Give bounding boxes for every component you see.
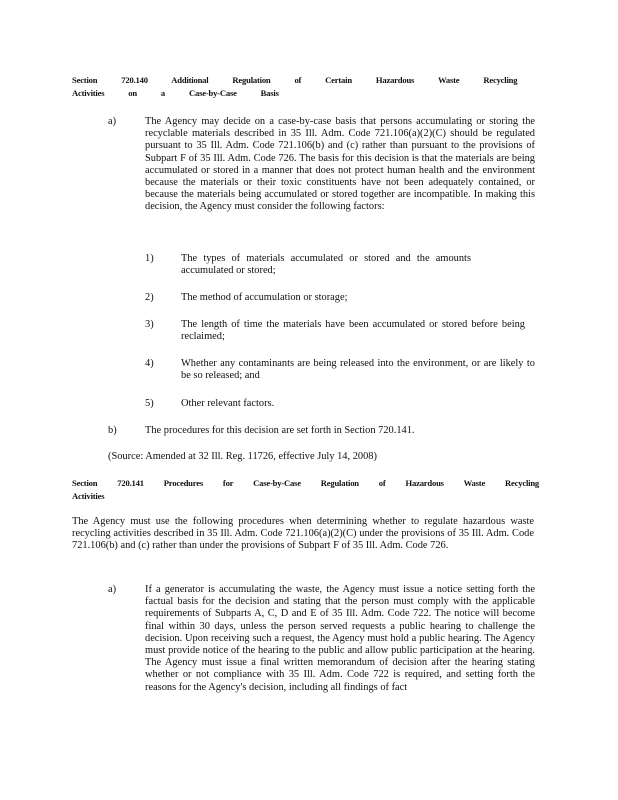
factor-2-text: The method of accumulation or storage;	[181, 292, 348, 303]
section-720-140-heading: Section 720.140 Additional Regulation of Certain Hazardous Waste Recycling Activities on a Case-by-Case Basis	[72, 75, 518, 98]
subsection-b-label: b)	[108, 425, 117, 436]
section-720-141-a-label: a)	[108, 584, 117, 595]
source-note: (Source: Amended at 32 Ill. Reg. 11726, effective July 14, 2008)	[108, 451, 377, 462]
factor-4-num: 4)	[145, 358, 154, 369]
factor-5-num: 5)	[145, 398, 154, 409]
section-720-141-intro: The Agency must use the following procedures when determining whether to regulate hazardous waste recycling activities described in 35 Ill. Adm. Code 721.106(a)(2)(C) under the provisions of 35 Ill. Adm. Code 721.106(b) and (c) rather than under the provisions of Subpart F of 35 Ill. Adm. Code 726.	[72, 516, 534, 552]
factor-5-text: Other relevant factors.	[181, 398, 275, 409]
subsection-a-label: a)	[108, 116, 117, 127]
factor-1-num: 1)	[145, 253, 154, 264]
section-720-141-heading: Section 720.141 Procedures for Case-by-Case Regulation of Hazardous Waste Recycling Activities	[72, 478, 540, 501]
factor-3-num: 3)	[145, 319, 154, 330]
section-720-141-a-text: If a generator is accumulating the waste, the Agency must issue a notice setting forth the factual basis for the decision and stating that the person must comply with the applicable requirements of Subparts A, C, D and E of 35 Ill. Adm. Code 722. The notice will become final within 30 days, unless the person served requests a public hearing to challenge the decision. Upon receiving such a request, the Agency must hold a public hearing. The Agency must provide notice of the hearing to the public and allow public participation at the hearing. The Agency must issue a final written memorandum of decision after the hearing stating whether or not compliance with 35 Ill. Adm. Code 722 is required, and setting forth the reasons for the Agency's decision, including all findings of fact	[145, 584, 535, 693]
subsection-b-text: The procedures for this decision are set forth in Section 720.141.	[145, 425, 415, 436]
factor-3-text: The length of time the materials have been accumulated or stored before being reclaimed;	[181, 319, 525, 343]
factor-1-text: The types of materials accumulated or stored and the amounts accumulated or stored;	[181, 253, 471, 277]
factor-4-text: Whether any contaminants are being released into the environment, or are likely to be so released; and	[181, 358, 535, 382]
factor-2-num: 2)	[145, 292, 154, 303]
subsection-a-text: The Agency may decide on a case-by-case basis that persons accumulating or storing the recyclable materials described in 35 Ill. Adm. Code 721.106(a)(2)(C) should be regulated pursuant to 35 Ill. Adm. Code 721.106(b) and (c) rather than pursuant to the provisions of Subpart F of 35 Ill. Adm. Code 726. The basis for this decision is that the materials are being accumulated or stored in a manner that does not protect human health and the environment because the materials or their toxic constituents have not been adequately contained, or because the materials being accumulated or stored together are incompatible. In making this decision, the Agency must consider the following factors:	[145, 116, 535, 213]
